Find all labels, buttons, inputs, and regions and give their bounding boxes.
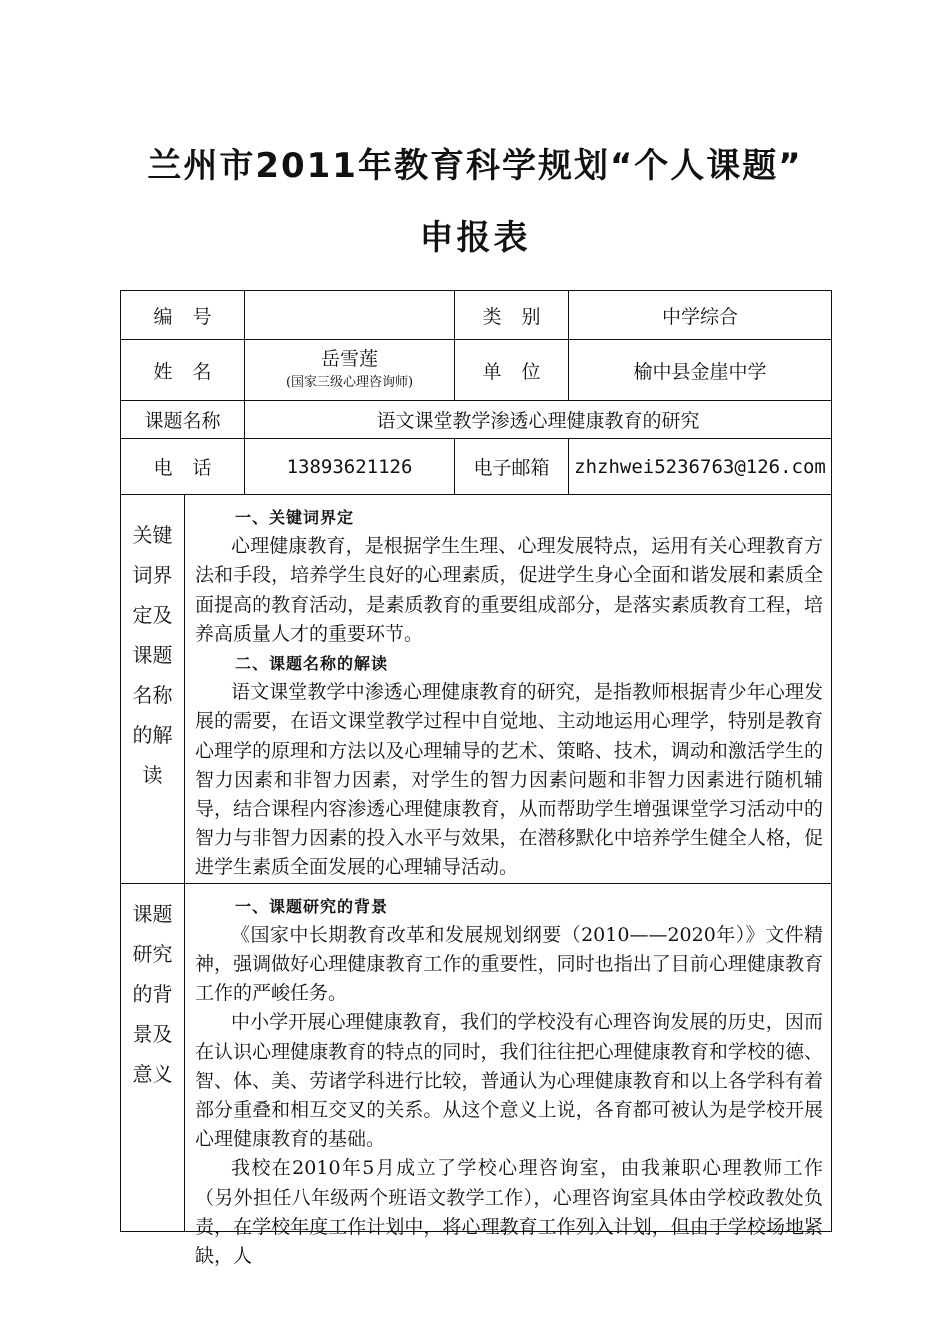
phone-label: 电话 xyxy=(121,439,245,495)
number-label: 编号 xyxy=(121,291,245,340)
category-label: 类别 xyxy=(455,291,569,340)
section1-heading2: 二、课题名称的解读 xyxy=(235,654,389,674)
email-label: 电子邮箱 xyxy=(455,439,569,495)
section2-para1: 《国家中长期教育改革和发展规划纲要（2010——2020年）》文件精神，强调做好心理健康教育工作的重要性，同时也指出了目前心理健康教育工作的严峻任务。 xyxy=(195,923,824,1005)
row-number-category xyxy=(121,291,832,340)
section2-clip xyxy=(195,892,824,1268)
section2-heading1: 一、课题研究的背景 xyxy=(235,896,389,916)
section2-content xyxy=(185,883,832,1268)
row-keywords-section xyxy=(121,495,832,884)
row-background-section xyxy=(121,883,832,1231)
topic-label: 课题名称 xyxy=(121,401,245,439)
document-subtitle: 申报表 xyxy=(419,218,531,258)
name-cell xyxy=(245,340,455,401)
section2-para3: 我校在2010年5月成立了学校心理咨询室，由我兼职心理教师工作（另外担任八年级两个班语文教学工作），心理咨询室具体由学校政教处负责，在学校年度工作计划中，将心理教育工作列入计划，但由于学校场地紧缺，人 xyxy=(195,1157,824,1268)
section1-content xyxy=(185,495,832,884)
unit-label: 单位 xyxy=(455,340,569,401)
topic-value: 语文课堂教学渗透心理健康教育的研究 xyxy=(245,401,832,439)
section2-label: 课题研究的背景及意义 xyxy=(132,901,173,1086)
section2-para2: 中小学开展心理健康教育，我们的学校没有心理咨询发展的历史，因而在认识心理健康教育的特点的同时，我们往往把心理健康教育和学校的德、智、体、美、劳诸学科进行比较，普通认为心理健康教育和以上各学科有着部分重叠和相互交叉的关系。从这个意义上说，各育都可被认为是学校开展心理健康教育的基础。 xyxy=(195,1011,824,1151)
section1-para2: 语文课堂教学中渗透心理健康教育的研究，是指教师根据青少年心理发展的需要，在语文课堂教学过程中自觉地、主动地运用心理学，特别是教育心理学的原理和方法以及心理辅导的艺术、策略、技术，调动和激活学生的智力因素和非智力因素，对学生的智力因素问题和非智力因素进行随机辅导，结合课程内容渗透心理健康教育，从而帮助学生增强课堂学习活动中的智力与非智力因素的投入水平与效果，在潜移默化中培养学生健全人格，促进学生素质全面发展的心理辅导活动。 xyxy=(195,681,824,879)
name-value: 岳雪莲 xyxy=(321,348,379,370)
document-title: 兰州市2011年教育科学规划“个人课题” xyxy=(147,146,803,186)
section1-heading1: 一、关键词界定 xyxy=(235,508,355,527)
section1-label: 关键词界定及课题名称的解读 xyxy=(132,523,173,787)
phone-value: 13893621126 xyxy=(245,439,455,495)
section1-label-cell xyxy=(121,495,185,884)
application-form xyxy=(120,290,832,1268)
category-value: 中学综合 xyxy=(569,291,832,340)
row-contact xyxy=(121,439,832,495)
unit-value: 榆中县金崖中学 xyxy=(569,340,832,401)
section1-para1: 心理健康教育，是根据学生生理、心理发展特点，运用有关心理教育方法和手段，培养学生良好的心理素质，促进学生身心全面和谐发展和素质全面提高的教育活动，是素质教育的重要组成部分，是落实素质教育工程，培养高质量人才的重要环节。 xyxy=(195,535,824,645)
row-topic xyxy=(121,401,832,439)
name-note: (国家三级心理咨询师) xyxy=(285,375,414,390)
row-name-unit xyxy=(121,340,832,401)
name-label: 姓名 xyxy=(121,340,245,401)
section2-label-cell xyxy=(121,883,185,1231)
email-value: zhzhwei5236763@126.com xyxy=(569,439,832,495)
number-value xyxy=(245,291,455,340)
